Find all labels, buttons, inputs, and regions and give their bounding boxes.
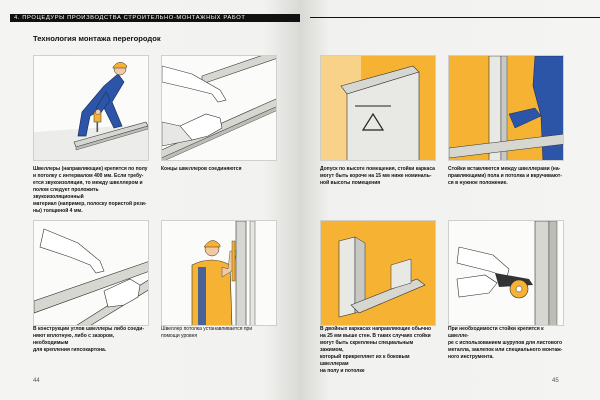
caption-floor-channels — [33, 166, 149, 215]
caption-line: Швеллер потолка устанавливается при — [161, 326, 253, 332]
caption-line: В конструкции углов швеллеры либо соеди- — [33, 326, 145, 332]
chapter-header-text: 4. ПРОЦЕДУРЫ ПРОИЗВОДСТВА СТРОИТЕЛЬНО-МОНТАЖНЫХ РАБОТ — [14, 15, 246, 21]
caption-line: Концы швеллеров соединяются — [161, 166, 242, 172]
illustration-stud-height — [320, 55, 436, 161]
caption-line: ной высоты помещения — [320, 180, 381, 186]
caption-line: ны) толщиной 4 мм. — [33, 208, 83, 214]
caption-line: Допуск по высоте помещения, стойки каркаса — [320, 166, 435, 172]
page-number-right: 45 — [552, 378, 559, 384]
caption-line: ется звукоизоляция, то между швеллером и — [33, 180, 143, 186]
caption-line: и потолку с интервалом 400 мм. Если требу- — [33, 173, 144, 179]
illustration-joining-channels — [161, 55, 277, 161]
caption-line: металла, заклепок или специального монтаж- — [448, 347, 563, 353]
caption-height-tolerance — [320, 166, 436, 187]
caption-line: помощи уровня — [161, 333, 198, 339]
caption-line: правляющими) пола и потолка и вкручивают- — [448, 173, 563, 179]
illustration-worker-level — [161, 220, 277, 326]
page-number-left: 44 — [33, 378, 40, 384]
caption-line: ре с использованием шурупов для листового — [448, 340, 562, 346]
caption-double-frame — [320, 326, 436, 375]
caption-line: на 25 мм выше стен. В таких случаях стойки — [320, 333, 431, 339]
illustration-double-frame — [320, 220, 436, 326]
caption-riveting — [448, 326, 564, 361]
illustration-riveting-tool — [448, 220, 564, 326]
illustration-worker-drilling-floor — [33, 55, 149, 161]
caption-line: который прикрепляет их к боковым швеллерам — [320, 354, 410, 367]
caption-line: В двойных каркасах направляющие обычно — [320, 326, 432, 332]
caption-line: могут быть короче на 15 мм ниже номиналь- — [320, 173, 432, 179]
caption-line: Стойки вставляются между швеллерами (на- — [448, 166, 561, 172]
caption-line: ного инструмента. — [448, 354, 494, 360]
caption-line: на полу и потолке — [320, 368, 365, 374]
caption-line: для крепления гипсокартона. — [33, 347, 107, 353]
header-rule — [310, 17, 600, 18]
illustration-stud-insert — [448, 55, 564, 161]
caption-line: материал (например, полоску пористой рези- — [33, 201, 147, 207]
caption-line: могут быть скреплены специальным зажимом, — [320, 340, 414, 353]
caption-line: При необходимости стойки крепятся к швелле- — [448, 326, 544, 339]
page-title: Технология монтажа перегородок — [33, 34, 161, 43]
caption-corners — [33, 326, 149, 354]
caption-stud-insert — [448, 166, 564, 187]
caption-line: няют вплотную, либо с зазором, необходимым — [33, 333, 115, 346]
illustration-corner-joint — [33, 220, 149, 326]
caption-line: ся в нужное положение. — [448, 180, 508, 186]
caption-line: Швеллеры (направляющие) крепятся по полу — [33, 166, 148, 172]
caption-channel-ends — [161, 166, 277, 173]
caption-ceiling-level — [161, 326, 277, 340]
right-page — [300, 0, 600, 400]
caption-line: полом следует проложить звукоизоляционный — [33, 187, 99, 200]
